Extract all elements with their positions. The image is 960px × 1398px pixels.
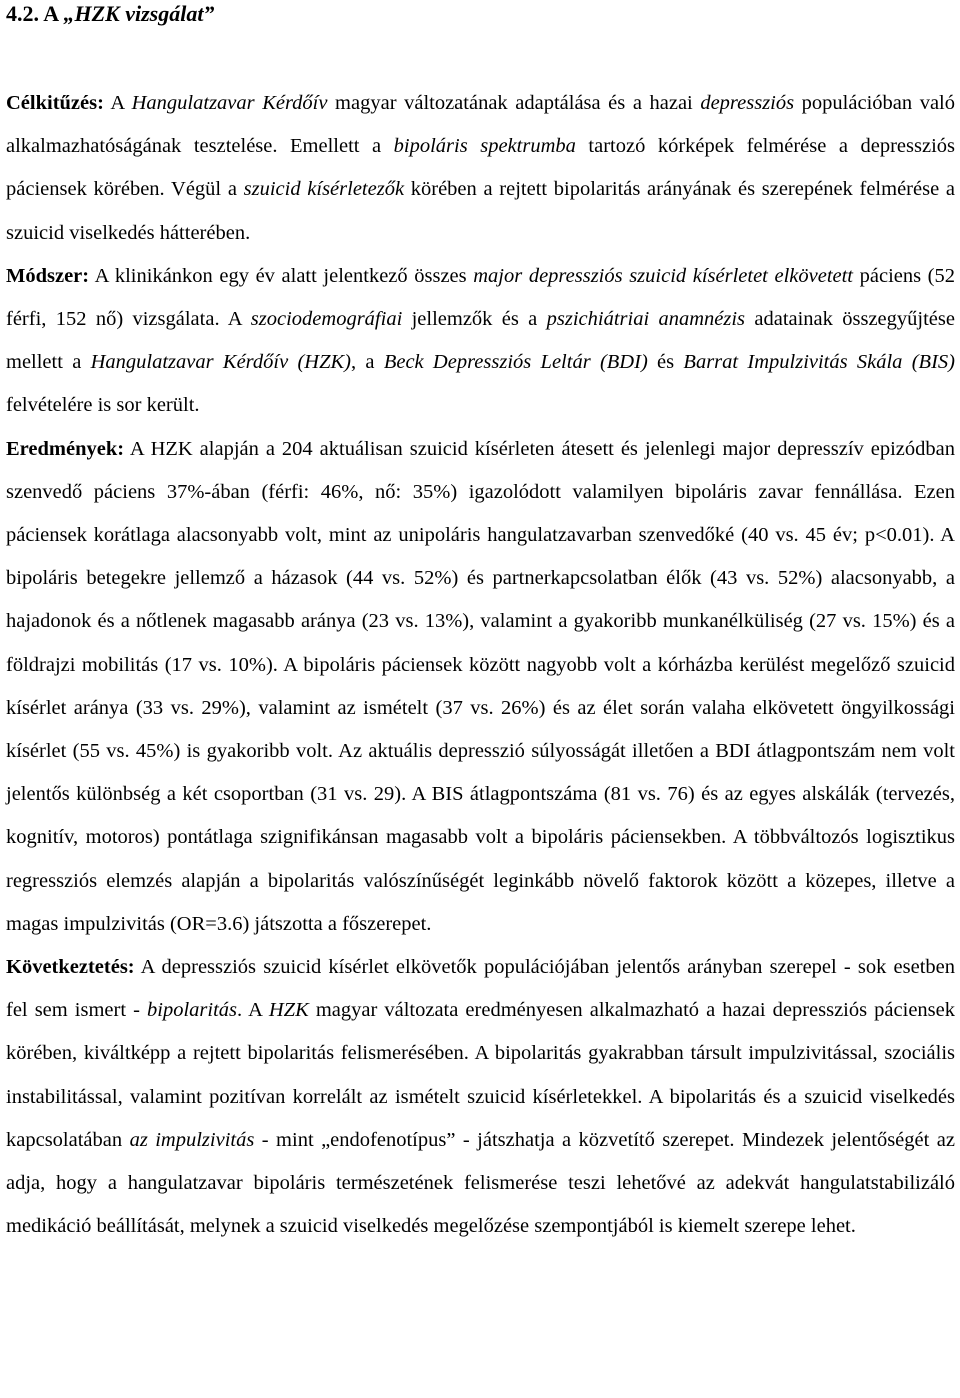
italic-term: szociodemográfiai [250,308,403,331]
section-heading [6,0,955,28]
paragraph-text: és [647,351,684,374]
paragraph-text: A [103,92,132,114]
italic-term: HZK [268,999,309,1022]
paragraph-text: magyar változatának adaptálása és a hazai [327,92,701,114]
paragraph-text: A HZK alapján a 204 aktuálisan szuicid kísérleten átesett és jelenlegi major depresszív epizódban szenvedő páciens 37%-ában (férfi: 46%, nő: 35%) igazolódott valamilyen bipoláris zavar fennállása. Ezen páciensek korátlaga alacsonyabb volt, mint az unipoláris hangulatzavarban szenvedőké (40 vs. 45 év; p<0.01). A bipoláris betegekre jellemző a házasok (44 vs. 52%) és partnerkapcsolatban élők (43 vs. 52%) alacsonyabb, a hajadonok és a nőtlenek magasabb aránya (23 vs. 13%), valamint a gyakoribb munkanélküliség (27 vs. 15%) és a földrajzi mobilitás (17 vs. 10%). A bipoláris páciensek között nagyobb volt a kórházba kerülést megelőző szuicid kísérlet aránya (33 vs. 29%), valamint az ismételt (37 vs. 26%) és az élet során valaha elkövetett öngyilkossági kísérlet (55 vs. 45%) is gyakoribb volt. Az aktuális depresszió súlyosságát illetően a BDI átlagpontszám nem volt jelentős különbség a két csoportban (31 vs. 29). A BIS átlagpontszáma (81 vs. 76) és az egyes alskálák (tervezés, kognitív, motoros) pontátlaga szignifikánsan magasabb volt a bipoláris páciensekben. A többváltozós logisztikus regressziós elemzés alapján a bipolaritás valószínűségét leginkább növelő faktorok között a közepes, illetve a magas impulzivitás (OR=3.6) játszotta a főszerepet. [6,437,955,935]
italic-term: bipoláris spektrumba [393,135,576,158]
abstract-body [6,82,955,1248]
paragraph-text: tartozó kórképek felmérése a depressziós páciensek körében. Végül a [6,135,955,201]
italic-term: Beck Depressziós Leltár (BDI) [383,351,648,374]
paragraph-text: populációban való alkalmazhatóságának tesztelése. Emellett a [6,92,955,158]
paragraph-text: adatainak összegyűjtése mellett a [6,308,955,374]
italic-term: bipolaritás [147,999,238,1022]
paragraph-label: Célkitűzés: [6,92,104,114]
paragraph-kovetkeztetes [6,946,955,1248]
italic-term: az impulzivitás [129,1128,255,1151]
paragraph-celkituzes [6,82,955,255]
paragraph-text: . A [237,999,269,1022]
paragraph-label: Módszer: [6,264,90,287]
paragraph-label: Eredmények: [6,437,125,460]
paragraph-text: körében a rejtett bipolaritás arányának és szerepének felmérése a szuicid viselkedés hátterében. [6,178,955,244]
paragraph-modszer [6,255,955,428]
italic-term: depressziós [700,92,795,114]
italic-term: Barrat Impulzivitás Skála (BIS) [683,351,955,374]
paragraph-text: felvételére is sor került. [6,394,200,417]
paragraph-text: A depressziós szuicid kísérlet elkövetők populációjában jelentős arányban szerepel - sok esetben fel sem ismert - [6,956,955,1022]
paragraph-text: magyar változata eredményesen alkalmazható a hazai depressziós páciensek körében, kiváltképp a rejtett bipolaritás felismerésében. A bipolaritás gyakrabban társult impulzivitással, szociális instabilitással, valamint pozitívan korrelált az ismételt szuicid kísérletekkel. A bipolaritás és a szuicid viselkedés kapcsolatában [6,999,956,1151]
section-number: 4.2. [6,1,39,26]
paragraph-text: A klinikánkon egy év alatt jelentkező összes [89,264,474,287]
italic-term: Hangulatzavar Kérdőív (HZK) [90,351,352,374]
section-prefix: A [43,1,58,26]
italic-term: Hangulatzavar Kérdőív [131,92,328,114]
document-page [6,0,955,1248]
paragraph-eredmenyek [6,428,955,946]
paragraph-text: - mint „endofenotípus” - játszhatja a közvetítő szerepet. Mindezek jelentőségét az adja, hogy a hangulatzavar bipoláris természetének felismerése teszi lehetővé az adekvát hangulatstabilizáló medikáció beállítását, melynek a szuicid viselkedés megelőzése szempontjából is kiemelt szerepe lehet. [6,1128,955,1238]
italic-term: pszichiátriai anamnézis [546,308,746,331]
paragraph-text: páciens (52 férfi, 152 nő) vizsgálata. A [6,264,956,331]
italic-term: szuicid kísérletezők [243,178,405,201]
section-title: „HZK vizsgálat” [63,1,215,26]
paragraph-text: , a [351,351,384,374]
paragraph-label: Következtetés: [6,956,135,979]
italic-term: major depressziós szuicid kísérletet elkövetett [473,264,854,287]
paragraph-text: jellemzők és a [402,308,547,331]
